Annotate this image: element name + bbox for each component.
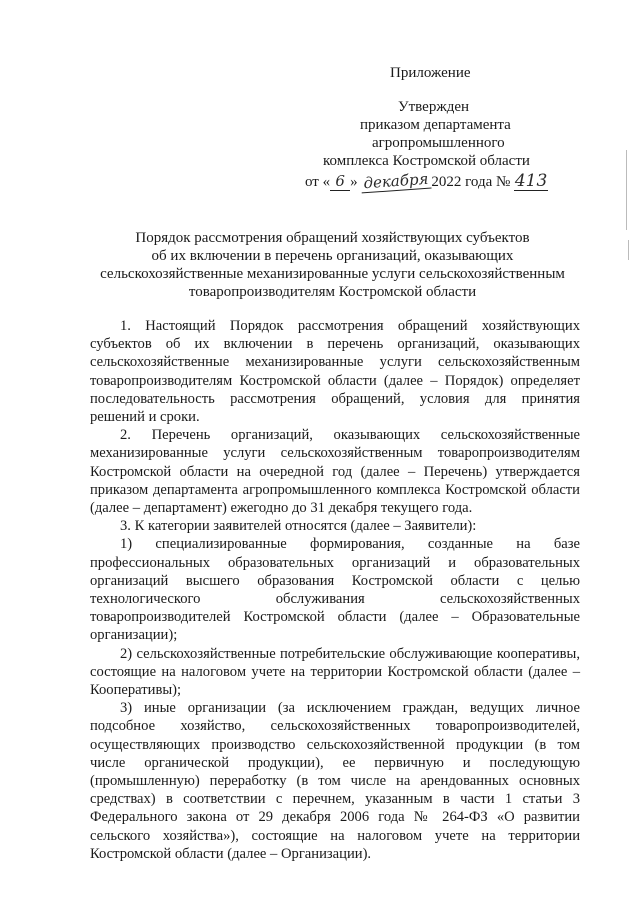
approval-line-1: приказом департамента	[360, 117, 511, 133]
scan-artifact-line	[628, 240, 629, 260]
approved-label: Утвержден	[398, 99, 470, 115]
approval-line-3: комплекса Костромской области	[323, 153, 530, 169]
paragraph-3-item-3: 3) иные организации (за исключением граждан, ведущих личное подсобное хозяйство, сельскохозяйственных товаропроизводителей, осуществляющих производство сельскохозяйственной продукции (в том числе органической продукции), ее первичную и последующую (промышленную) переработку (в том числе на арендованных основных средствах) в соответствии с перечнем, указанным в части 1 статьи 3 Федерального закона от 29 декабря 2006 года № 264-ФЗ «О развитии сельского хозяйства»), состоящие на налоговом учете на территории Костромской области (далее – Организации).	[90, 700, 580, 862]
date-month: декабря	[361, 170, 432, 194]
approval-line-2: агропромышленного	[372, 135, 505, 151]
paragraph-3-item-1: 1) специализированные формирования, созданные на базе профессиональных образовательных организаций и образовательных организаций высшего образования Костромской области с целью технологического обслуживания сельскохозяйственных товаропроизводителей Костромской области (далее – Образовательные организации);	[90, 536, 580, 644]
approval-date-line	[305, 169, 548, 193]
paragraph-3: 3. К категории заявителей относятся (далее – Заявители):	[120, 518, 477, 535]
paragraph-2: 2. Перечень организаций, оказывающих сельскохозяйственные механизированные услуги сельскохозяйственным товаропроизводителям Костромской области на очередной год (далее – Перечень) утверждается приказом департамента агропромышленного комплекса Костромской области (далее – департамент) ежегодно до 31 декабря текущего года.	[90, 427, 580, 517]
date-prefix: от «	[305, 174, 331, 190]
title-line-2: об их включении в перечень организаций, оказывающих	[151, 248, 514, 264]
paragraph-3-item-2: 2) сельскохозяйственные потребительские обслуживающие кооперативы, состоящие на налоговом учете на территории Костромской области (далее – Кооперативы);	[90, 645, 580, 699]
appendix-label: Приложение	[390, 65, 471, 81]
document-title	[60, 229, 605, 301]
date-day: 6	[330, 172, 350, 191]
document-body	[90, 317, 580, 863]
scan-artifact-line	[626, 150, 627, 230]
date-suffix: 2022 года №	[431, 174, 511, 190]
order-number: 413	[514, 171, 548, 191]
paragraph-1: 1. Настоящий Порядок рассмотрения обращений хозяйствующих субъектов об их включении в перечень организаций, оказывающих сельскохозяйственные механизированные услуги сельскохозяйственным товаропроизводителям Костромской области (далее – Порядок) определяет последовательность рассмотрения обращений, условия для принятия решений и сроки.	[90, 318, 580, 426]
title-line-1: Порядок рассмотрения обращений хозяйствующих субъектов	[135, 230, 530, 246]
date-mid: »	[350, 174, 358, 190]
title-line-4: товаропроизводителям Костромской области	[188, 284, 477, 300]
title-line-3: сельскохозяйственные механизированные услуги сельскохозяйственным	[100, 266, 565, 282]
